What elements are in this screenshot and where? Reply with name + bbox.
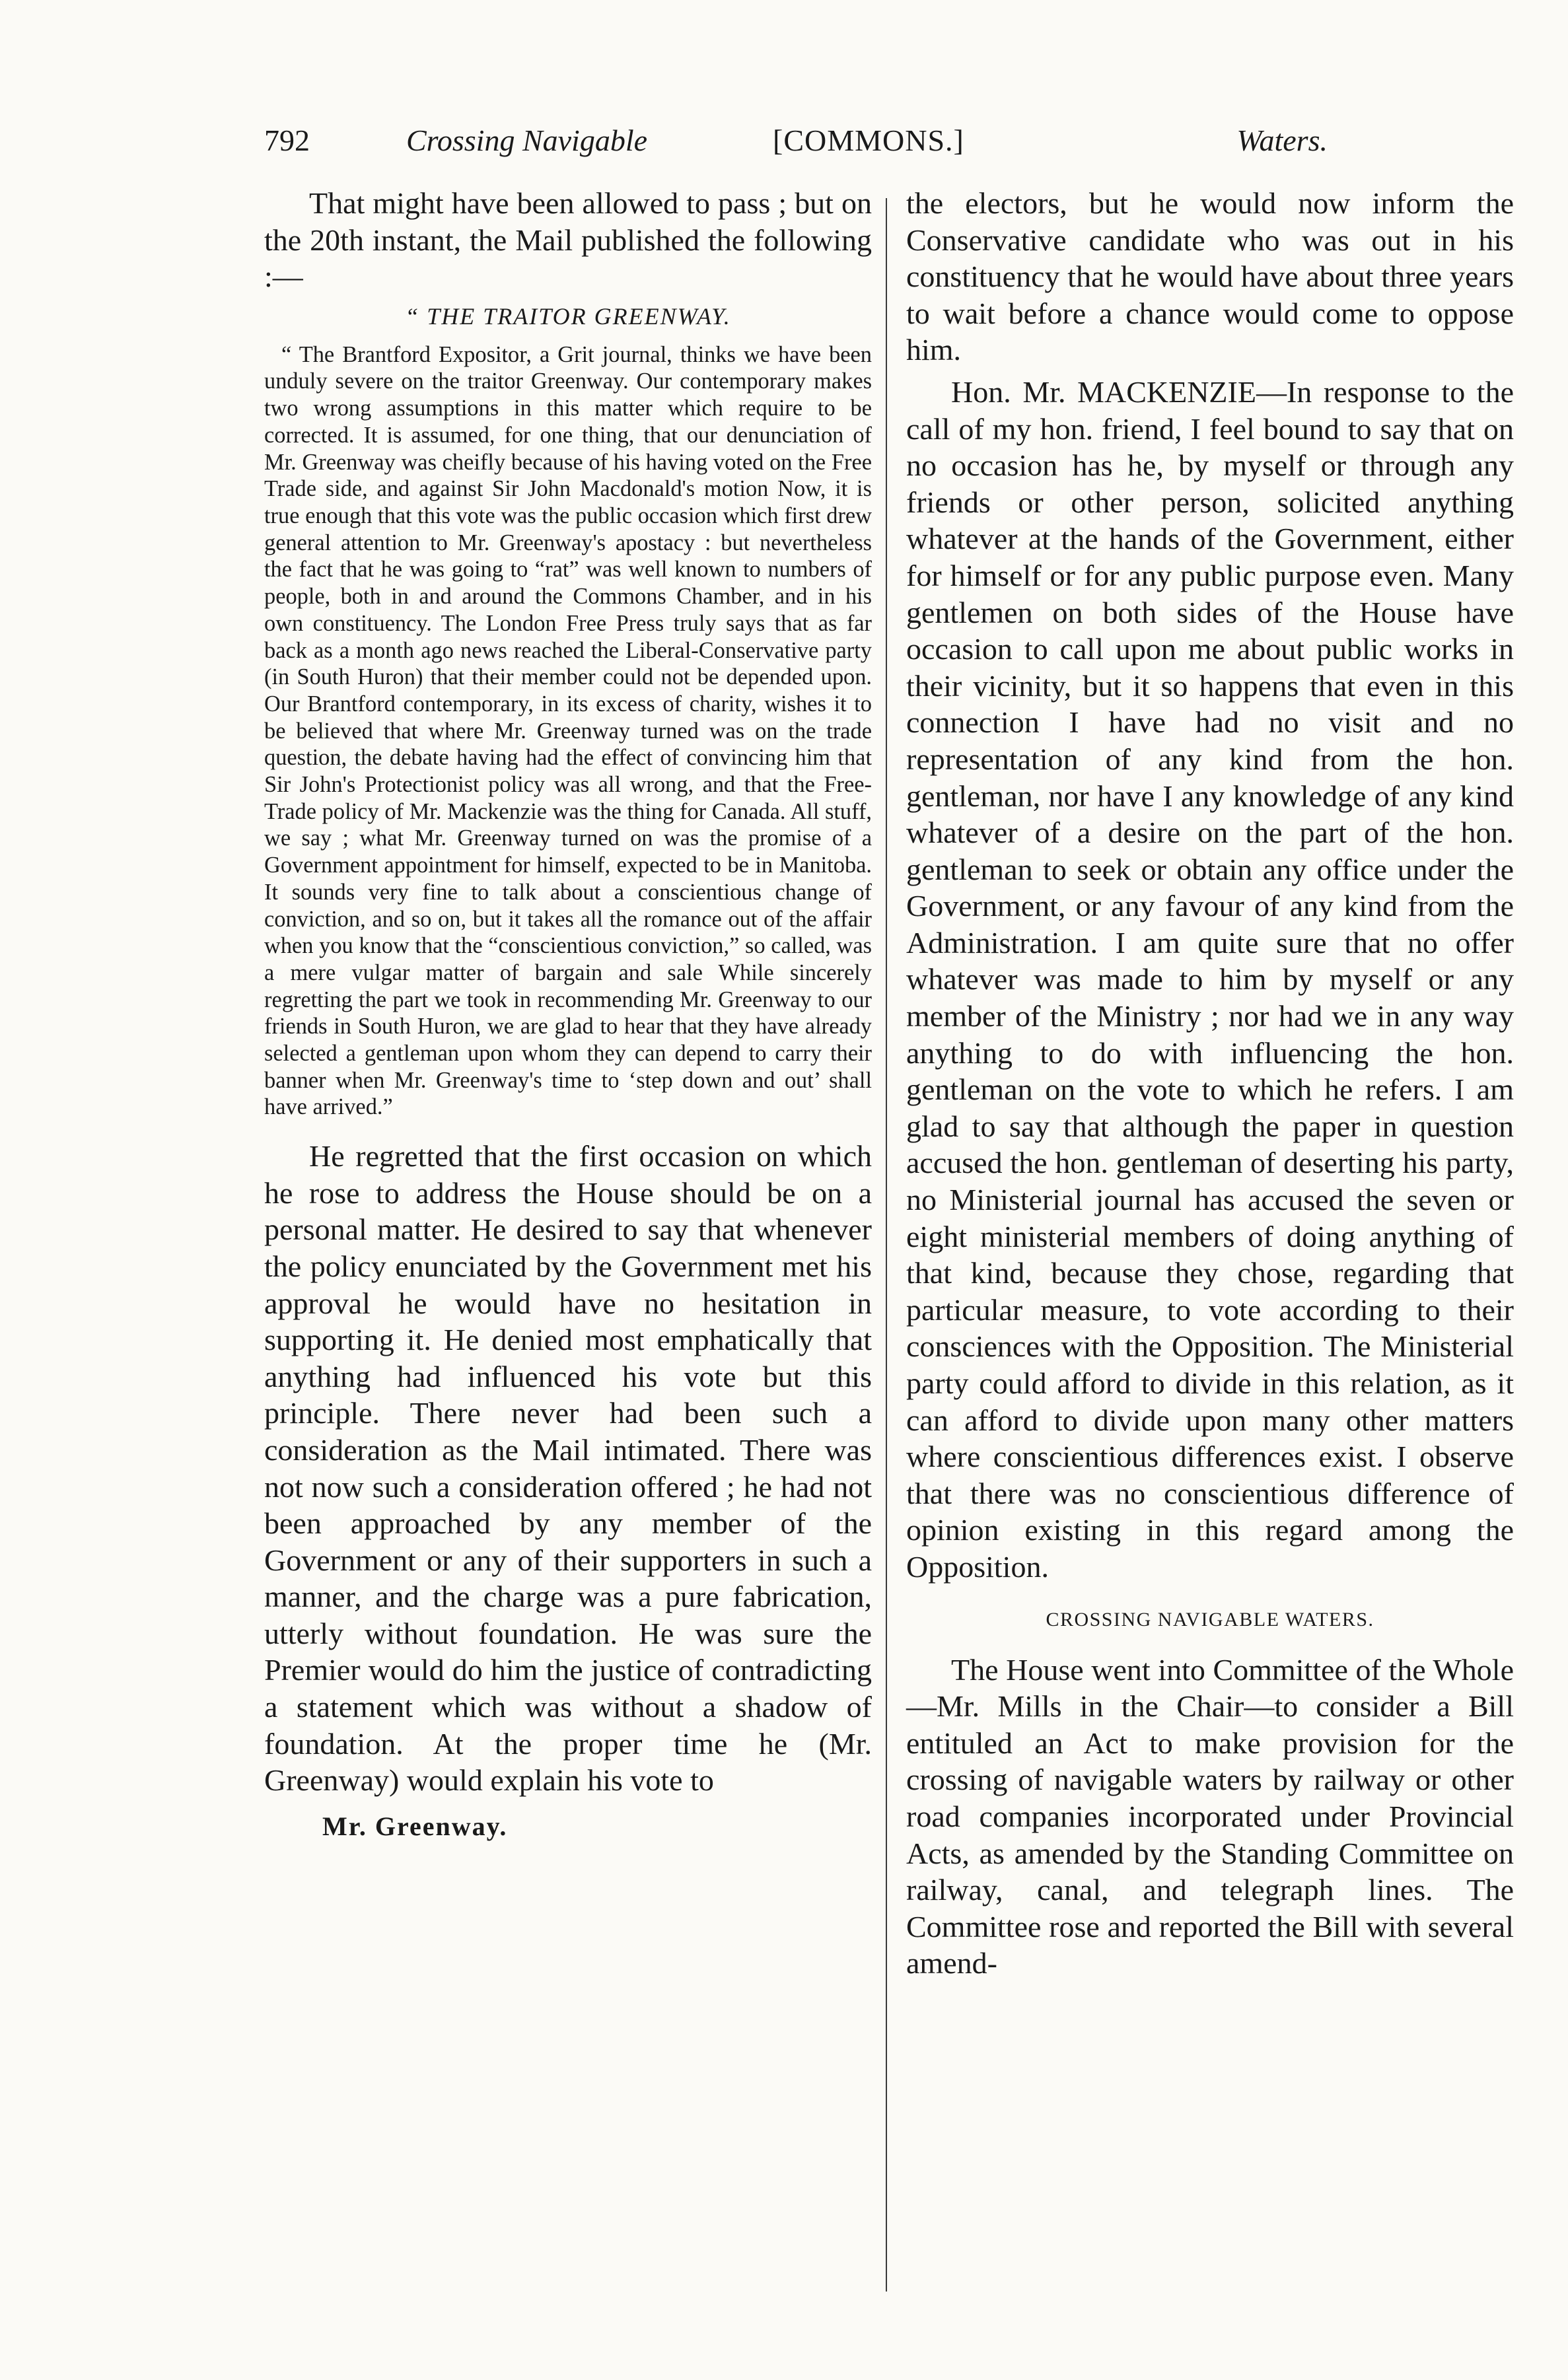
right-column <box>906 185 1514 1982</box>
speaker-signature: Mr. Greenway. <box>322 1811 508 1841</box>
greenway-speech: He regretted that the first occasion on which he rose to address the House should be on a personal matter. He desired to say that whenever the policy enunciated by the Government met his approval he would have no hesitation in supporting it. He denied most emphatically that anything had influenced his vote but this principle. There never had been such a consideration as the Mail intimated. There was not now such a consideration offered ; he had not been approached by any member of the Government or any of their supporters in such a manner, and the charge was a pure fabrication, utterly without foundation. He was sure the Premier would do him the justice of contradicting a statement which was without a shadow of foundation. At the proper time he (Mr. Greenway) would explain his vote to <box>264 1139 872 1798</box>
header-center-title: [COMMONS.] <box>773 123 964 157</box>
continuation-paragraph: the electors, but he would now inform the Conservative candidate who was out in his constituency that he would have about three years to wait before a chance would come to oppose him. <box>906 186 1514 367</box>
section-heading: CROSSING NAVIGABLE WATERS. <box>1046 1608 1374 1630</box>
header-right-title: Waters. <box>1236 123 1328 157</box>
column-divider <box>886 198 887 2292</box>
mackenzie-reply: Hon. Mr. MACKENZIE—In response to the call of my hon. friend, I feel bound to say that on no occasion has he, by myself or through any friends or other person, solicited anything whatever at the hands of the Government, either for himself or for any public purpose even. Many gentlemen on both sides of the House have occasion to call upon me about public works in their vicinity, but it so happens that even in this connection I have had no visit and no representation of any kind from the hon. gentleman, nor have I any knowledge of any kind whatever of a desire on the part of the hon. gentleman to seek or obtain any office under the Government, or any favour of any kind from the Administration. I am quite sure that no offer whatever was made to him by myself or any member of the Ministry ; nor had we in any way anything to do with influencing the hon. gentleman on the vote to which he refers. I am glad to say that although the paper in question accused the hon. gentleman of deserting his party, no Ministerial journal has accused the seven or eight ministerial members of doing anything of that kind, because they chose, regarding that particular measure, to vote according to their consciences with the Opposition. The Ministerial party could afford to divide in this relation, as it can afford to divide upon many other matters where conscientious differences exist. I observe that there was no conscientious difference of opinion existing in this regard among the Opposition. <box>906 374 1514 1584</box>
page-number: 792 <box>264 123 310 157</box>
running-header <box>264 118 1328 164</box>
quoted-article-title: “ THE TRAITOR GREENWAY. <box>405 302 731 330</box>
header-left-title: Crossing Navigable <box>406 123 648 157</box>
intro-paragraph: That might have been allowed to pass ; but on the 20th instant, the Mail published the following :— <box>264 186 872 294</box>
section-paragraph: The House went into Committee of the Whole—Mr. Mills in the Chair—to consider a Bill entituled an Act to make provision for the crossing of navigable waters by railway or other road companies incorporated under Provincial Acts, as amended by the Standing Committee on railway, canal, and telegraph lines. The Committee rose and reported the Bill with several amend- <box>906 1652 1514 1980</box>
left-column <box>264 185 872 1844</box>
quoted-article-text: “ The Brantford Expositor, a Grit journal, thinks we have been unduly severe on the traitor Greenway. Our contemporary makes two wrong assumptions in this matter which require to be corrected. It is assumed, for one thing, that our denunciation of Mr. Greenway was cheifly because of his having voted on the Free Trade side, and against Sir John Macdonald's motion Now, it is true enough that this vote was the public occasion which first drew general attention to Mr. Greenway's apostacy : but nevertheless the fact that he was going to “rat” was well known to numbers of people, both in and around the Commons Chamber, and in his own constituency. The London Free Press truly says that as far back as a month ago news reached the Liberal-Conservative party (in South Huron) that their member could not be depended upon. Our Brantford contemporary, in its excess of charity, wishes it to be believed that where Mr. Greenway turned was on the trade question, the debate having had the effect of convincing him that Sir John's Protectionist policy was all wrong, and that the Free-Trade policy of Mr. Mackenzie was the thing for Canada. All stuff, we say ; what Mr. Greenway turned on was the promise of a Government appointment for himself, expected to be in Manitoba. It sounds very fine to talk about a conscientious change of conviction, and so on, but it takes all the romance out of the affair when you know that the “conscientious conviction,” so called, was a mere vulgar matter of bargain and sale While sincerely regretting the part we took in recommending Mr. Greenway to our friends in South Huron, we are glad to hear that they have already selected a gentleman upon whom they can depend to carry their banner when Mr. Greenway's time to ‘step down and out’ shall have arrived.” <box>264 341 872 1120</box>
